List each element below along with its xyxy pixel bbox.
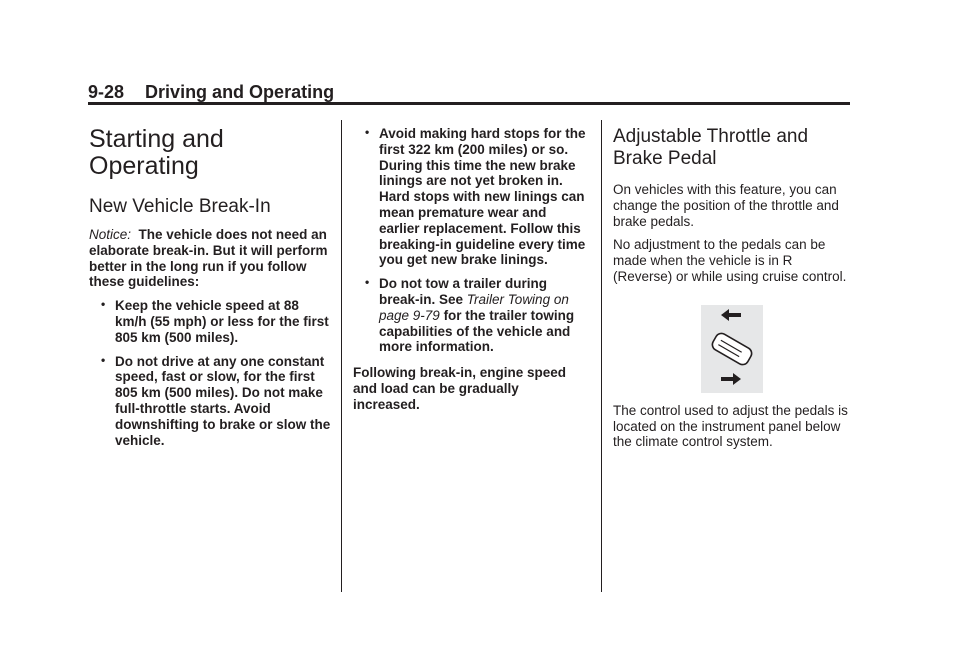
column-1 <box>89 126 334 458</box>
list-item <box>89 354 334 449</box>
list-item-text: Do not drive at any one constant speed, fast or slow, for the first 805 km (500 miles). Do not make full-throttle starts. Avoid downshifting to brake or slow the vehicle. <box>115 353 331 448</box>
guideline-list-continued <box>353 126 588 355</box>
notice-label: Notice: <box>89 227 132 242</box>
intro-paragraph: On vehicles with this feature, you can change the position of the throttle and brake pedals. <box>613 182 839 229</box>
bullet-icon: • <box>365 125 370 139</box>
list-item <box>89 298 334 345</box>
bullet-icon: • <box>101 297 106 312</box>
cross-reference-link[interactable]: Trailer Towing on page 9-79 <box>379 291 569 323</box>
location-paragraph: The control used to adjust the pedals is located on the instrument panel below the climate control system. <box>613 402 848 450</box>
notice-paragraph <box>89 227 334 290</box>
pedal-adjust-graphic <box>701 305 763 393</box>
subsection-title: New Vehicle Break-In <box>89 196 271 217</box>
notice-text: The vehicle does not need an elaborate break-in. But it will perform better in the long run if you follow these guidelines: <box>89 227 328 290</box>
guideline-list <box>89 298 334 448</box>
chapter-title: Starting and Operating <box>89 125 224 180</box>
arrow-left-icon <box>721 309 741 321</box>
section-heading: Adjustable Throttle and Brake Pedal <box>613 126 809 169</box>
list-item <box>353 276 588 355</box>
pedal-adjust-switch-icon <box>701 305 763 393</box>
list-item-text-start: Do not tow a trailer during break-in. See <box>379 276 547 307</box>
bullet-icon: • <box>101 352 106 367</box>
header-rule <box>88 102 850 105</box>
restriction-paragraph: No adjustment to the pedals can be made when the vehicle is in R (Reverse) or while using cruise control. <box>613 237 847 284</box>
list-item-text: Keep the vehicle speed at 88 km/h (55 mph) or less for the first 805 km (500 miles). <box>115 298 329 345</box>
foot-pedal-icon <box>710 331 754 367</box>
column-2 <box>353 126 588 421</box>
column-divider-2 <box>601 120 602 592</box>
list-item-text: Avoid making hard stops for the first 322 km (200 miles) or so. During this time the new brake linings are not yet broken in. Hard stops with new linings can mean premature wear and earlier replacement. Follow this breaking-in guideline every time you get new brake linings. <box>379 126 586 268</box>
column-3 <box>613 126 853 458</box>
column-divider-1 <box>341 120 342 592</box>
closing-paragraph: Following break-in, engine speed and load can be gradually increased. <box>353 365 567 412</box>
bullet-icon: • <box>365 275 370 290</box>
list-item-text-end: for the trailer towing capabilities of the vehicle and more information. <box>379 307 575 355</box>
arrow-right-icon <box>721 373 741 385</box>
page-number: 9-28 <box>88 82 125 102</box>
list-item <box>353 126 588 268</box>
page-header <box>88 82 334 103</box>
section-title: Driving and Operating <box>145 82 335 102</box>
